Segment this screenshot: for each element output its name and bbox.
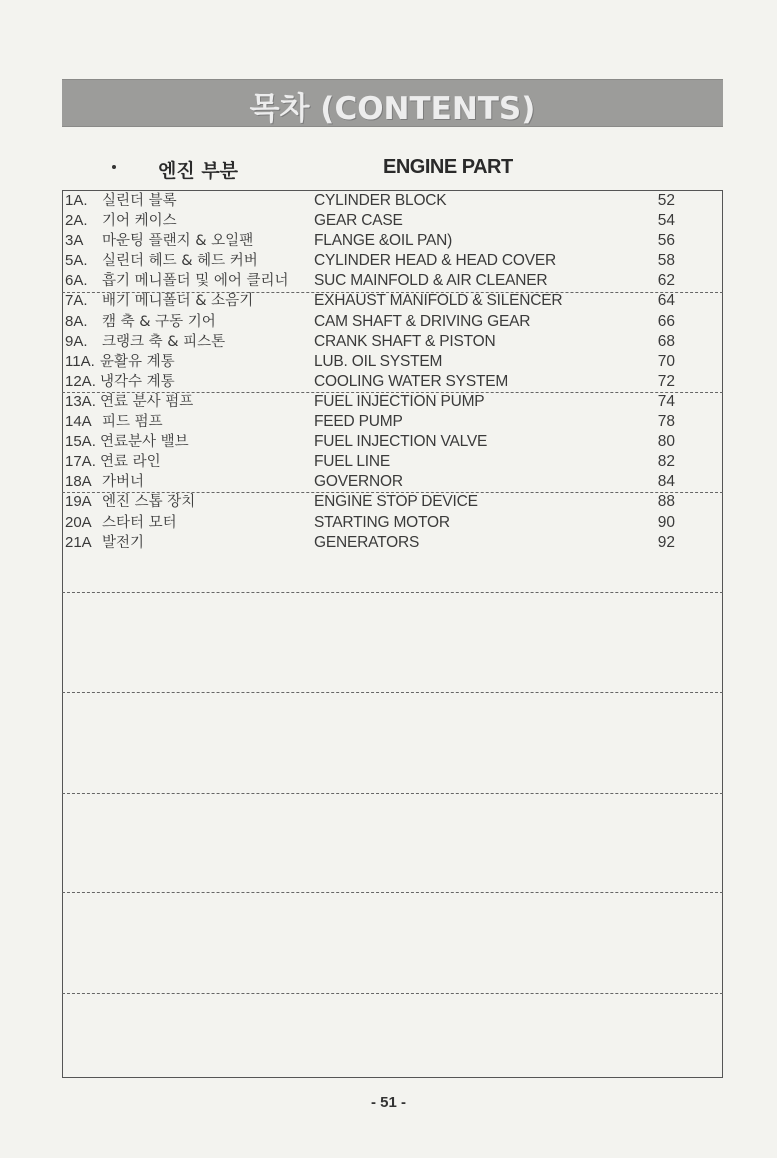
entry-korean-title: 연료 분사 펌프: [100, 393, 194, 410]
entry-korean-title: 배기 메니폴더 & 소음기: [102, 293, 254, 310]
entry-korean-title: 실린더 블록: [102, 193, 177, 209]
table-row: [62, 513, 723, 533]
entry-korean-title: 가버너: [102, 474, 145, 491]
contents-table: [62, 191, 723, 553]
entry-english-title: FUEL LINE: [314, 453, 391, 471]
entry-page-number: 58: [657, 252, 675, 270]
entry-page-number: 54: [657, 212, 675, 230]
table-row: [62, 533, 723, 553]
page-title: 목차 (CONTENTS): [249, 91, 536, 127]
table-row: [62, 271, 723, 291]
entry-page-number: 56: [657, 232, 675, 250]
entry-code: 8A.: [65, 312, 88, 330]
entry-english-title: EXHAUST MANIFOLD & SILENCER: [314, 292, 563, 310]
entry-korean-title: 마운팅 플랜지 & 오일팬: [102, 233, 254, 250]
table-row: [62, 492, 723, 512]
section-divider: [62, 892, 723, 893]
entry-english-title: FUEL INJECTION VALVE: [314, 433, 488, 451]
entry-english-title: CYLINDER BLOCK: [314, 192, 447, 209]
table-row: [62, 312, 723, 332]
entry-korean-title: 피드 펌프: [102, 414, 163, 431]
entry-page-number: 66: [657, 312, 675, 330]
entry-korean-title: 실린더 헤드 & 헤드 커버: [102, 253, 258, 270]
entry-korean-title: 발전기: [102, 534, 145, 551]
entry-code: 15A.: [65, 433, 96, 451]
table-row: [62, 472, 723, 492]
entry-english-title: STARTING MOTOR: [314, 513, 450, 531]
entry-page-number: 92: [657, 533, 675, 551]
page-number: - 51 -: [370, 1094, 406, 1111]
entry-page-number: 64: [657, 292, 675, 310]
entry-english-title: FLANGE &OIL PAN): [314, 232, 453, 250]
entry-code: 5A.: [65, 252, 88, 270]
entry-page-number: 82: [657, 453, 675, 471]
entry-code: 17A.: [65, 453, 96, 471]
section-divider: [62, 492, 723, 493]
entry-code: 20A: [65, 513, 92, 531]
entry-korean-title: 엔진 스톱 장치: [102, 494, 196, 511]
entry-code: 7A.: [65, 292, 88, 310]
entry-english-title: LUB. OIL SYSTEM: [314, 352, 443, 370]
entry-korean-title: 연료 라인: [100, 454, 161, 471]
entry-english-title: GEAR CASE: [314, 212, 403, 230]
table-row: [62, 251, 723, 271]
section-divider: [62, 592, 723, 593]
entry-code: 2A.: [65, 212, 88, 230]
table-row: [62, 452, 723, 472]
entry-code: 13A.: [65, 392, 96, 410]
entry-code: 9A.: [65, 332, 88, 350]
korean-column-heading: 엔진 부분: [158, 160, 239, 182]
section-divider: [62, 793, 723, 794]
section-divider: [62, 993, 723, 994]
table-row: [62, 432, 723, 452]
entry-page-number: 70: [657, 352, 675, 370]
entry-page-number: 90: [657, 513, 675, 531]
entry-english-title: FUEL INJECTION PUMP: [314, 392, 485, 410]
entry-english-title: CRANK SHAFT & PISTON: [314, 332, 496, 350]
table-row: [62, 392, 723, 412]
entry-english-title: CYLINDER HEAD & HEAD COVER: [314, 252, 556, 270]
section-divider: [62, 292, 723, 293]
entry-page-number: 88: [657, 493, 675, 511]
entry-page-number: 78: [657, 413, 675, 431]
entry-english-title: SUC MAINFOLD & AIR CLEANER: [314, 272, 548, 290]
entry-page-number: 80: [657, 433, 675, 451]
entry-code: 18A: [65, 473, 92, 491]
table-row: [62, 332, 723, 352]
entry-code: 3A: [65, 232, 84, 250]
entry-page-number: 68: [657, 332, 675, 350]
entry-english-title: GENERATORS: [314, 533, 420, 551]
table-row: [62, 231, 723, 251]
entry-korean-title: 냉각수 계통: [100, 373, 175, 390]
section-divider: [62, 392, 723, 393]
entry-korean-title: 스타터 모터: [102, 514, 177, 531]
entry-code: 19A: [65, 493, 92, 511]
entry-korean-title: 기어 케이스: [102, 213, 177, 230]
table-row: [62, 412, 723, 432]
english-column-heading: ENGINE PART: [383, 156, 513, 178]
entry-code: 12A.: [65, 372, 96, 390]
entry-code: 6A.: [65, 272, 88, 290]
entry-code: 1A.: [65, 192, 88, 209]
entry-english-title: COOLING WATER SYSTEM: [314, 372, 509, 390]
entry-korean-title: 흡기 메니폴더 및 에어 클리너: [102, 273, 289, 290]
entry-page-number: 52: [657, 192, 675, 209]
contents-header-bar: [62, 79, 723, 127]
table-row: [62, 352, 723, 372]
entry-page-number: 72: [657, 372, 675, 390]
table-row: [62, 291, 723, 311]
entry-korean-title: 캠 축 & 구동 기어: [102, 313, 216, 330]
entry-page-number: 84: [657, 473, 675, 491]
entry-english-title: GOVERNOR: [314, 473, 403, 491]
entry-english-title: CAM SHAFT & DRIVING GEAR: [314, 312, 531, 330]
entry-korean-title: 윤활유 계통: [100, 353, 175, 370]
entry-code: 11A.: [65, 352, 95, 370]
entry-korean-title: 크랭크 축 & 피스톤: [102, 333, 226, 350]
table-row: [62, 372, 723, 392]
entry-korean-title: 연료분사 밸브: [100, 434, 189, 451]
entry-page-number: 74: [657, 392, 675, 410]
entry-page-number: 62: [657, 272, 675, 290]
entry-english-title: ENGINE STOP DEVICE: [314, 493, 478, 511]
table-row: [62, 211, 723, 231]
entry-code: 21A: [65, 533, 92, 551]
section-divider: [62, 692, 723, 693]
entry-english-title: FEED PUMP: [314, 413, 403, 431]
bullet-dot: [112, 165, 116, 169]
table-row: [62, 191, 723, 211]
entry-code: 14A: [65, 413, 92, 431]
